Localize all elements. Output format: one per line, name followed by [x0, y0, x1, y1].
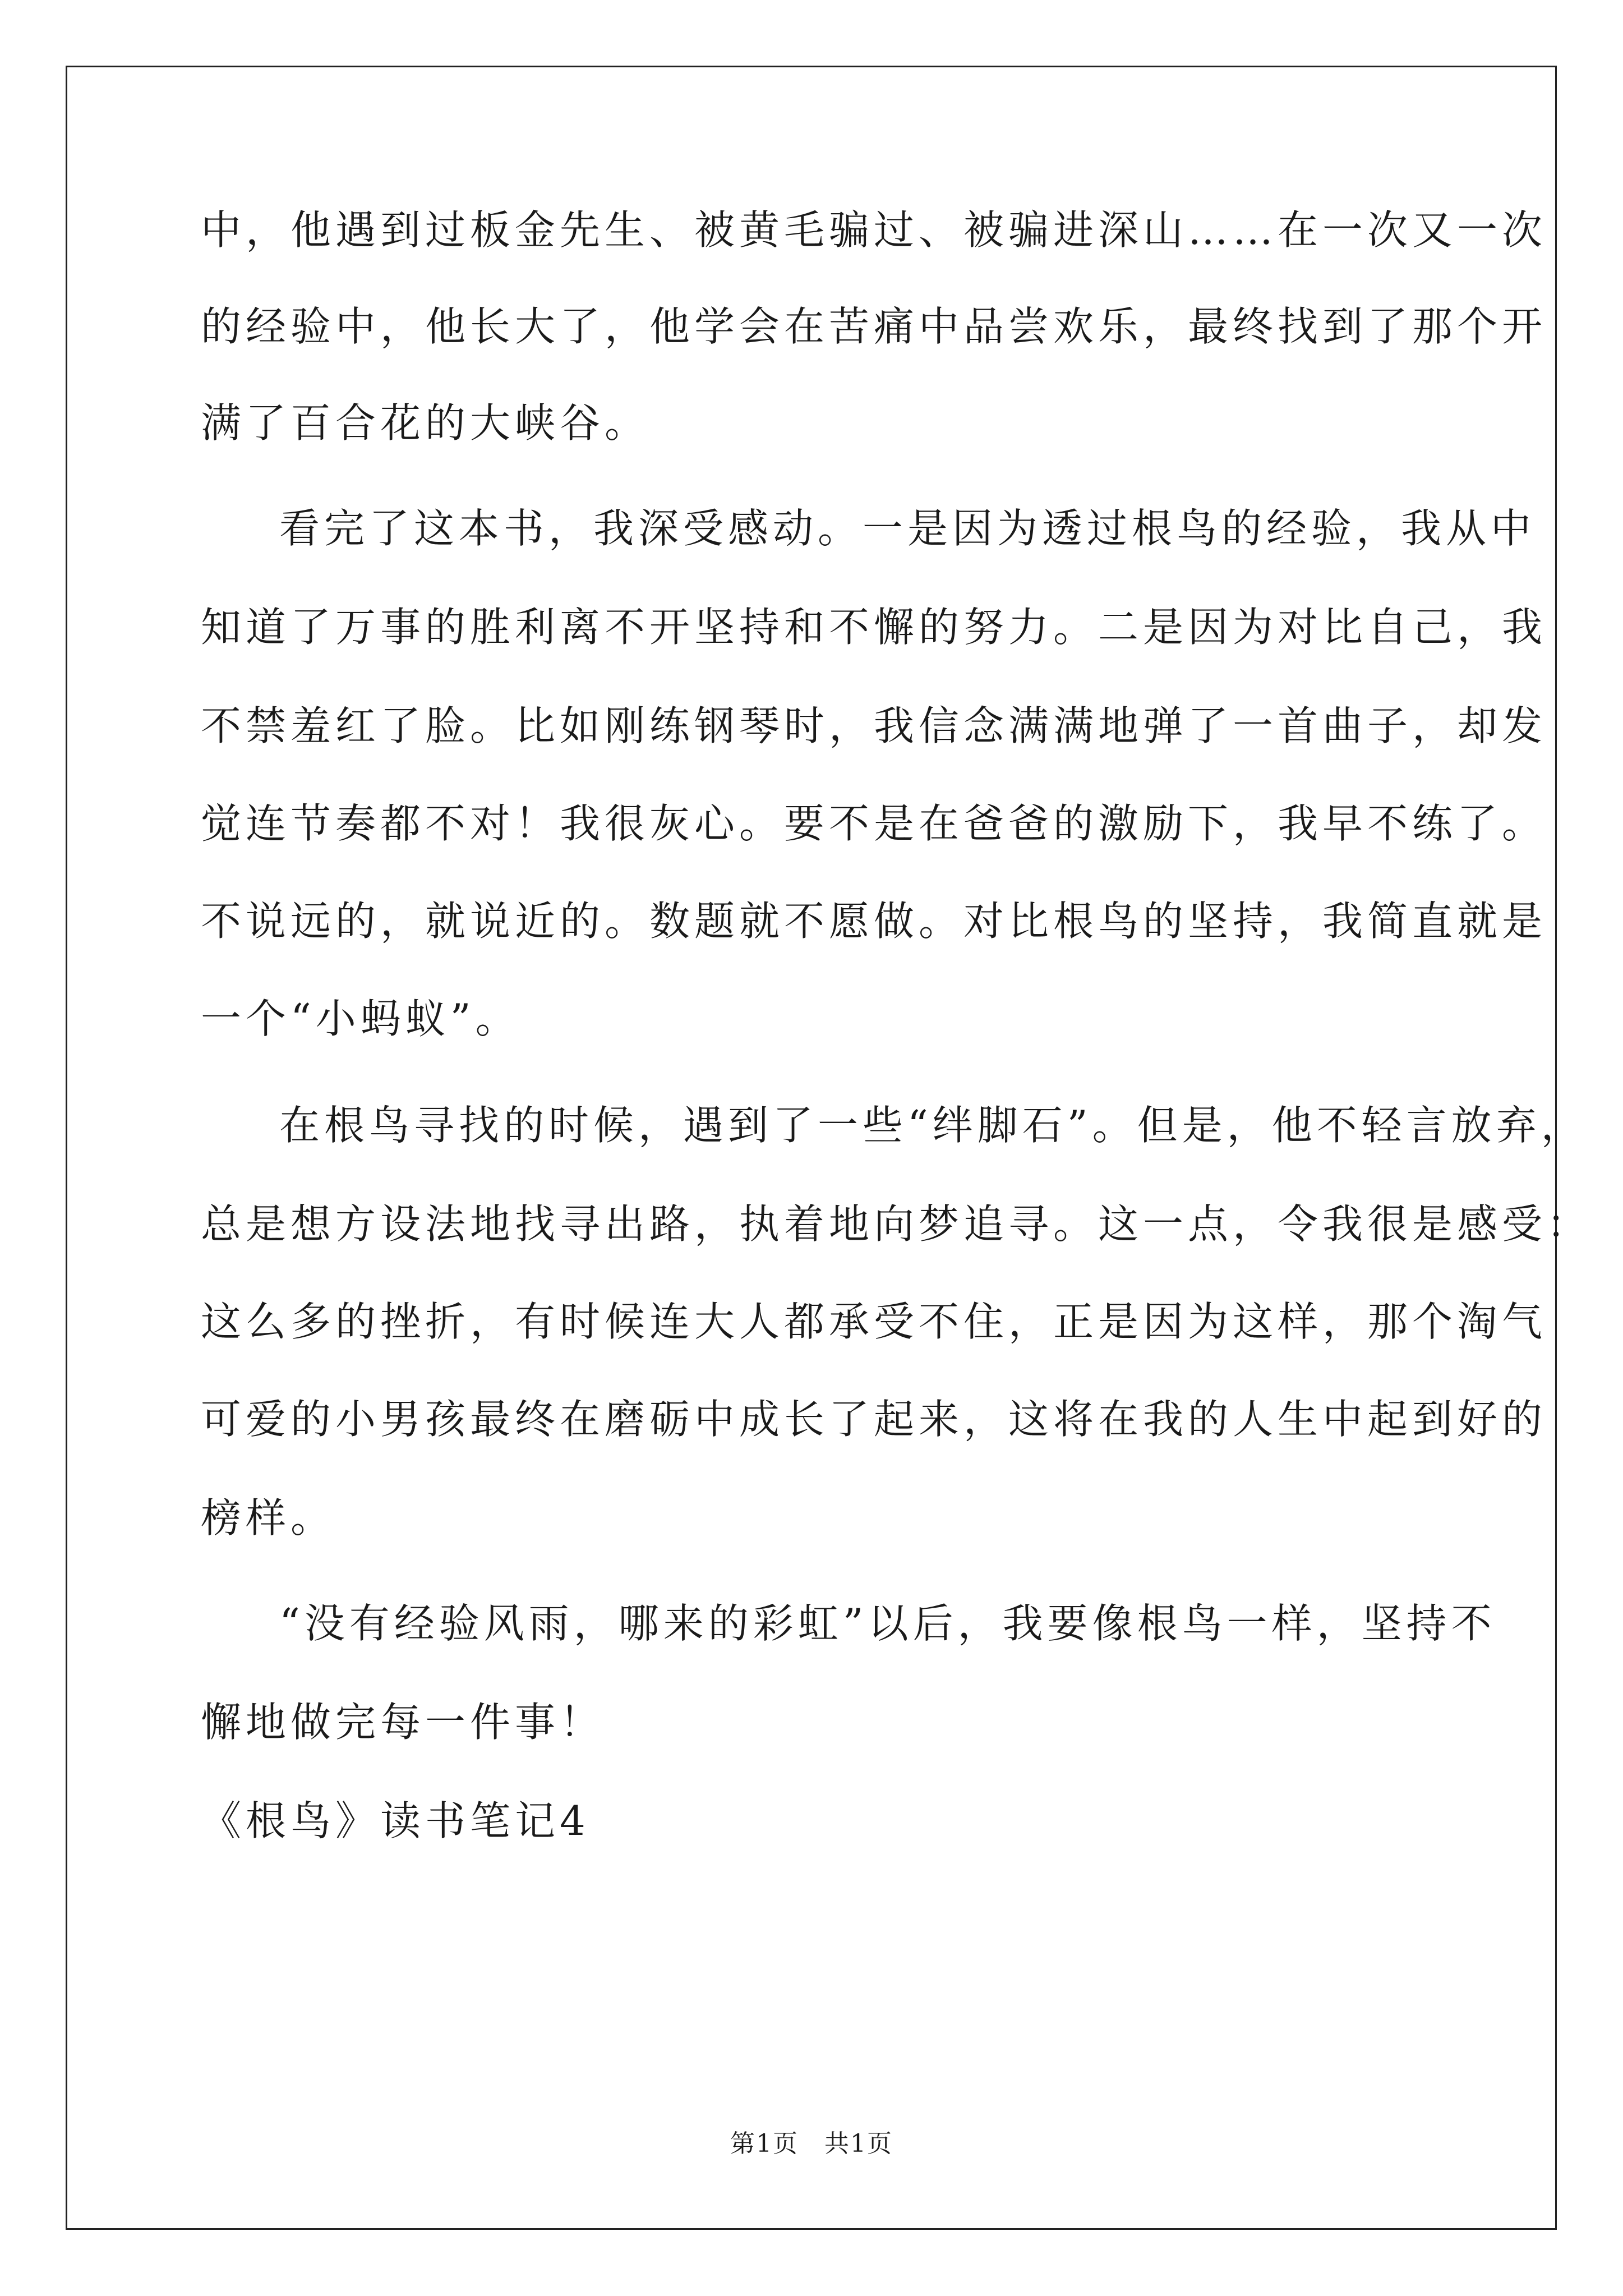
- text-line: 知道了万事的胜利离不开坚持和不懈的努力。二是因为对比自己，我: [201, 604, 1547, 651]
- text-line: 总是想方设法地找寻出路，执着地向梦追寻。这一点，令我很是感受：: [201, 1200, 1592, 1248]
- text-line: 这么多的挫折，有时候连大人都承受不住，正是因为这样，那个淘气: [201, 1298, 1547, 1345]
- text-line: 懈地做完每一件事！: [201, 1699, 605, 1746]
- text-line: 觉连节奏都不对！我很灰心。要不是在爸爸的激励下，我早不练了。: [201, 800, 1547, 847]
- text-line: 不禁羞红了脸。比如刚练钢琴时，我信念满满地弹了一首曲子，却发: [201, 702, 1547, 749]
- text-line: 的经验中，他长大了，他学会在苦痛中品尝欢乐，最终找到了那个开: [201, 303, 1547, 350]
- section-heading: 《根鸟》读书笔记4: [201, 1797, 590, 1844]
- paragraph-first-line: 在根鸟寻找的时候，遇到了一些“绊脚石”。但是，他不轻言放弃，: [279, 1102, 1586, 1149]
- text-line: 可爱的小男孩最终在磨砺中成长了起来，这将在我的人生中起到好的: [201, 1396, 1547, 1443]
- text-line: 中，他遇到过板金先生、被黄毛骗过、被骗进深山……在一次又一次: [201, 206, 1547, 254]
- text-line: 不说远的，就说近的。数题就不愿做。对比根鸟的坚持，我简直就是: [201, 898, 1547, 945]
- text-line: 一个“小蚂蚁”。: [201, 995, 520, 1042]
- paragraph-first-line: “没有经验风雨，哪来的彩虹”以后，我要像根鸟一样，坚持不: [279, 1600, 1496, 1647]
- text-line: 满了百合花的大峡谷。: [201, 399, 650, 447]
- paragraph-first-line: 看完了这本书，我深受感动。一是因为透过根鸟的经验，我从中: [279, 505, 1536, 552]
- text-line: 榜样。: [201, 1494, 336, 1542]
- page-number: 第1页 共1页: [730, 2129, 893, 2158]
